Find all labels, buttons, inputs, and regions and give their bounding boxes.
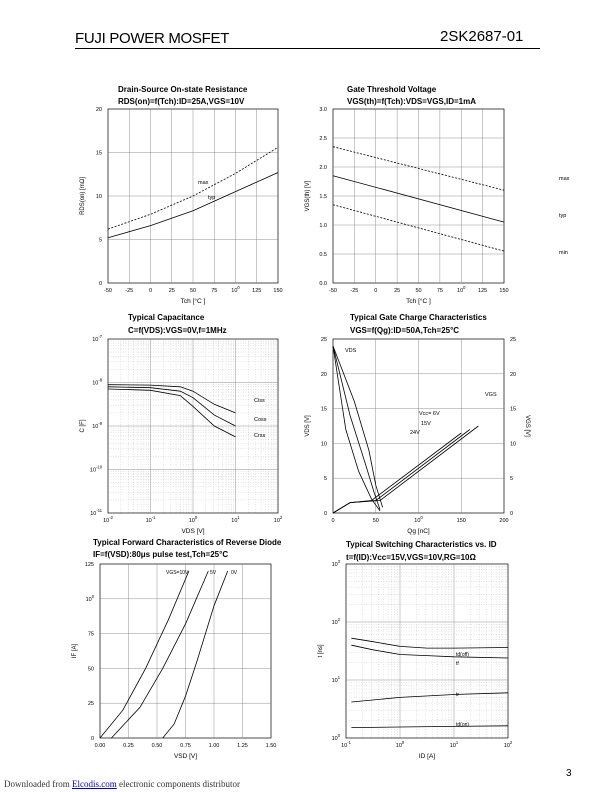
c4-xtick: $10^0$	[414, 515, 423, 524]
c5-subtitle: IF=f(VSD):80μs pulse test,Tch=25°C	[93, 550, 229, 559]
c2-series-label: min	[559, 250, 568, 257]
c2-xtick: 25	[394, 288, 401, 294]
c1-series-label: max	[198, 180, 209, 186]
c2-xtick: $10^0$	[457, 285, 466, 294]
c4-series-line	[333, 346, 380, 510]
c2-ytick: 2.0	[319, 165, 327, 171]
c4-series-label: Vcc= 6V	[419, 411, 440, 417]
c1-xtick: 150	[273, 288, 283, 294]
c2-ytick: 1.5	[319, 194, 327, 200]
c3-xtick: $10^0$	[188, 515, 198, 524]
c5-xtick: 1.00	[208, 743, 220, 749]
c6-series-label: td(off)	[456, 652, 469, 658]
c4-ytick: 20	[320, 371, 327, 378]
c3-xtick: $10^1$	[231, 515, 240, 524]
c2-xtick: 50	[415, 288, 422, 294]
c3-ytick: $10^{-8}$	[92, 377, 102, 387]
c4-xtick: 200	[499, 518, 509, 524]
c1-xlabel: Tch [°C ]	[180, 298, 206, 305]
c6-series-line	[351, 638, 508, 648]
c4-xtick: 0	[331, 518, 335, 524]
c3-title: Typical Capacitance	[128, 313, 205, 322]
c6-frame	[346, 564, 508, 738]
c4-series-label: VDS	[345, 348, 357, 354]
c2-ytick: 0.0	[319, 281, 327, 287]
footer	[4, 779, 240, 789]
c1-xtick: -25	[125, 288, 134, 294]
c6-xtick: $10^1$	[449, 740, 459, 749]
c6-series-line	[351, 645, 508, 658]
c5-ytick: $10^0$	[85, 593, 94, 603]
c1-xtick: -50	[104, 288, 112, 294]
c5-ytick: 0	[90, 736, 94, 742]
c4-ylabel: VDS [V]	[305, 415, 311, 437]
c5-series-line	[111, 571, 208, 738]
c1-ytick: 10	[95, 194, 102, 200]
c5-xtick: 0.50	[151, 743, 163, 749]
c4-title: Typical Gate Charge Characteristics	[350, 313, 487, 322]
c2-xtick: -50	[329, 288, 337, 294]
c4-ytick2: 25	[510, 337, 517, 343]
c5-xtick: 1.25	[237, 743, 248, 749]
c5-series-label: 5V	[210, 570, 217, 576]
c3-ylabel: C [F]	[80, 419, 86, 433]
c3-ytick: $10^{-7}$	[92, 334, 102, 343]
c1-ytick: 15	[95, 150, 102, 157]
c1-ytick: 20	[95, 107, 102, 113]
c6-series-label: tf	[456, 661, 459, 667]
page-number: 3	[566, 768, 572, 779]
c6-xlabel: ID [A]	[418, 753, 436, 760]
c4-series-label: 15V	[421, 421, 431, 427]
c3-series-label: Ciss	[254, 398, 265, 404]
c4-xlabel: Qg [nC]	[407, 528, 430, 535]
c4-xtick: 50	[372, 518, 379, 524]
c2-series-label: typ	[559, 213, 567, 220]
c1-title: Drain-Source On-state Resistance	[118, 85, 248, 94]
c6-ytick: $10^0$	[331, 733, 340, 742]
c4-ytick2: 10	[510, 441, 517, 448]
c2-ylabel: VGS(th) [V]	[305, 180, 311, 212]
c5-ytick: 25	[87, 701, 94, 708]
c4-ytick: 5	[323, 476, 327, 483]
c1-series-label: typ	[208, 194, 216, 201]
c4-ylabel2: VGS [V]	[524, 415, 530, 437]
c4-ytick: 0	[323, 511, 327, 517]
c1-xtick: 0	[148, 288, 153, 294]
c6-series-line	[351, 693, 508, 702]
c3-series-label: Crss	[254, 433, 266, 439]
c3-xtick: $10^{-2}$	[103, 515, 113, 524]
c3-series-line	[108, 385, 236, 413]
c4-ytick: 25	[320, 337, 327, 343]
c2-xtick: -25	[350, 288, 359, 294]
c5-xtick: 0.75	[180, 743, 191, 749]
c2-xtick: 75	[436, 288, 443, 294]
c1-xtick: $10^0$	[231, 285, 240, 294]
c6-series-label: td(on)	[456, 722, 470, 728]
c2-xtick: 150	[499, 288, 509, 294]
c1-ylabel: RDS(on) [mΩ]	[80, 177, 86, 215]
c5-ylabel: IF [A]	[72, 643, 78, 659]
c5-series-label: 0V	[231, 570, 238, 576]
c1-xtick: 25	[168, 288, 175, 294]
c6-series-label: tr	[456, 692, 460, 698]
c6-ytick: $10^2$	[331, 617, 340, 626]
c5-xlabel: VSD [V]	[173, 753, 198, 760]
c1-xtick: 75	[211, 288, 218, 294]
c4-ytick2: 0	[510, 511, 514, 517]
c3-xtick: $10^{-1}$	[145, 515, 156, 524]
c4-series-line	[333, 346, 383, 507]
c3-series-line	[108, 387, 236, 426]
c6-xtick: $10^{-1}$	[341, 740, 351, 749]
c6-title: Typical Switching Characteristics vs. ID	[346, 540, 497, 549]
c5-xtick: 1.50	[265, 743, 277, 749]
c2-xtick: 125	[478, 288, 488, 294]
part-number: 2SK2687-01	[440, 28, 524, 45]
c1-ytick: 5	[98, 237, 102, 244]
c4-subtitle: VGS=f(Qg):ID=50A,Tch=25°C	[350, 326, 460, 335]
c4-series-line	[333, 346, 380, 511]
c2-xlabel: Tch [°C ]	[406, 298, 431, 305]
c4-series-label: VGS	[485, 392, 497, 398]
footer-link[interactable]: Elcodis.com	[71, 779, 117, 789]
c4-ytick2: 20	[510, 371, 517, 378]
c5-xtick: 0.25	[123, 743, 134, 749]
c4-ytick2: 15	[510, 406, 517, 413]
c5-title: Typical Forward Characteristics of Reverse Diode	[93, 538, 282, 547]
c4-series-label: 24V	[410, 430, 420, 436]
c3-xlabel: VDS [V]	[181, 528, 205, 535]
c2-series-label: max	[559, 176, 570, 183]
c5-ytick: 50	[87, 666, 94, 673]
c2-title: Gate Threshold Voltage	[347, 85, 437, 94]
c2-ytick: 0.5	[319, 252, 327, 258]
c5-series-label: VGS=10V	[166, 570, 189, 576]
c1-xtick: 50	[189, 288, 197, 294]
c6-ytick: $10^3$	[331, 559, 340, 568]
c5-series-line	[163, 571, 228, 738]
c4-xtick: 150	[456, 518, 466, 524]
c4-ytick2: 5	[510, 476, 514, 483]
c3-subtitle: C=f(VDS):VGS=0V,f=1MHz	[128, 326, 227, 335]
c2-ytick: 3.0	[319, 107, 327, 113]
header-title: FUJI POWER MOSFET	[75, 30, 230, 47]
c2-xtick: 0	[374, 288, 378, 294]
c2-ytick: 2.5	[319, 136, 327, 142]
c6-xtick: $10^2$	[503, 740, 513, 749]
c2-ytick: 1.0	[319, 223, 327, 229]
footer-suffix: electronic components distributor	[116, 779, 240, 789]
c4-ytick: 10	[320, 441, 327, 448]
c6-ytick: $10^1$	[331, 675, 340, 684]
c6-series-line	[351, 726, 508, 728]
c6-ylabel: t [ns]	[318, 644, 324, 658]
c6-xtick: $10^0$	[395, 740, 405, 749]
c1-xtick: 125	[252, 288, 262, 294]
c3-ytick: $10^{-11}$	[90, 508, 102, 517]
c5-ytick: 75	[87, 631, 94, 638]
c4-series-line	[333, 433, 461, 513]
c5-xtick: 0.00	[94, 743, 106, 749]
c1-subtitle: RDS(on)=f(Tch):ID=25A,VGS=10V	[118, 97, 245, 106]
c1-ytick: 0	[98, 281, 102, 287]
c5-ytick: 125	[84, 562, 94, 568]
c5-series-line	[100, 571, 189, 738]
c3-ytick: $10^{-9}$	[92, 421, 102, 430]
c3-series-label: Coss	[254, 417, 267, 423]
c2-subtitle: VGS(th)=f(Tch):VDS=VGS,ID=1mA	[347, 97, 476, 106]
c3-ytick: $10^{-10}$	[89, 464, 102, 474]
c3-xtick: $10^2$	[273, 515, 283, 524]
c6-subtitle: t=f(ID):Vcc=15V,VGS=10V,RG=10Ω	[346, 553, 476, 562]
c4-ytick: 15	[320, 406, 327, 413]
footer-prefix: Downloaded from	[4, 779, 72, 789]
